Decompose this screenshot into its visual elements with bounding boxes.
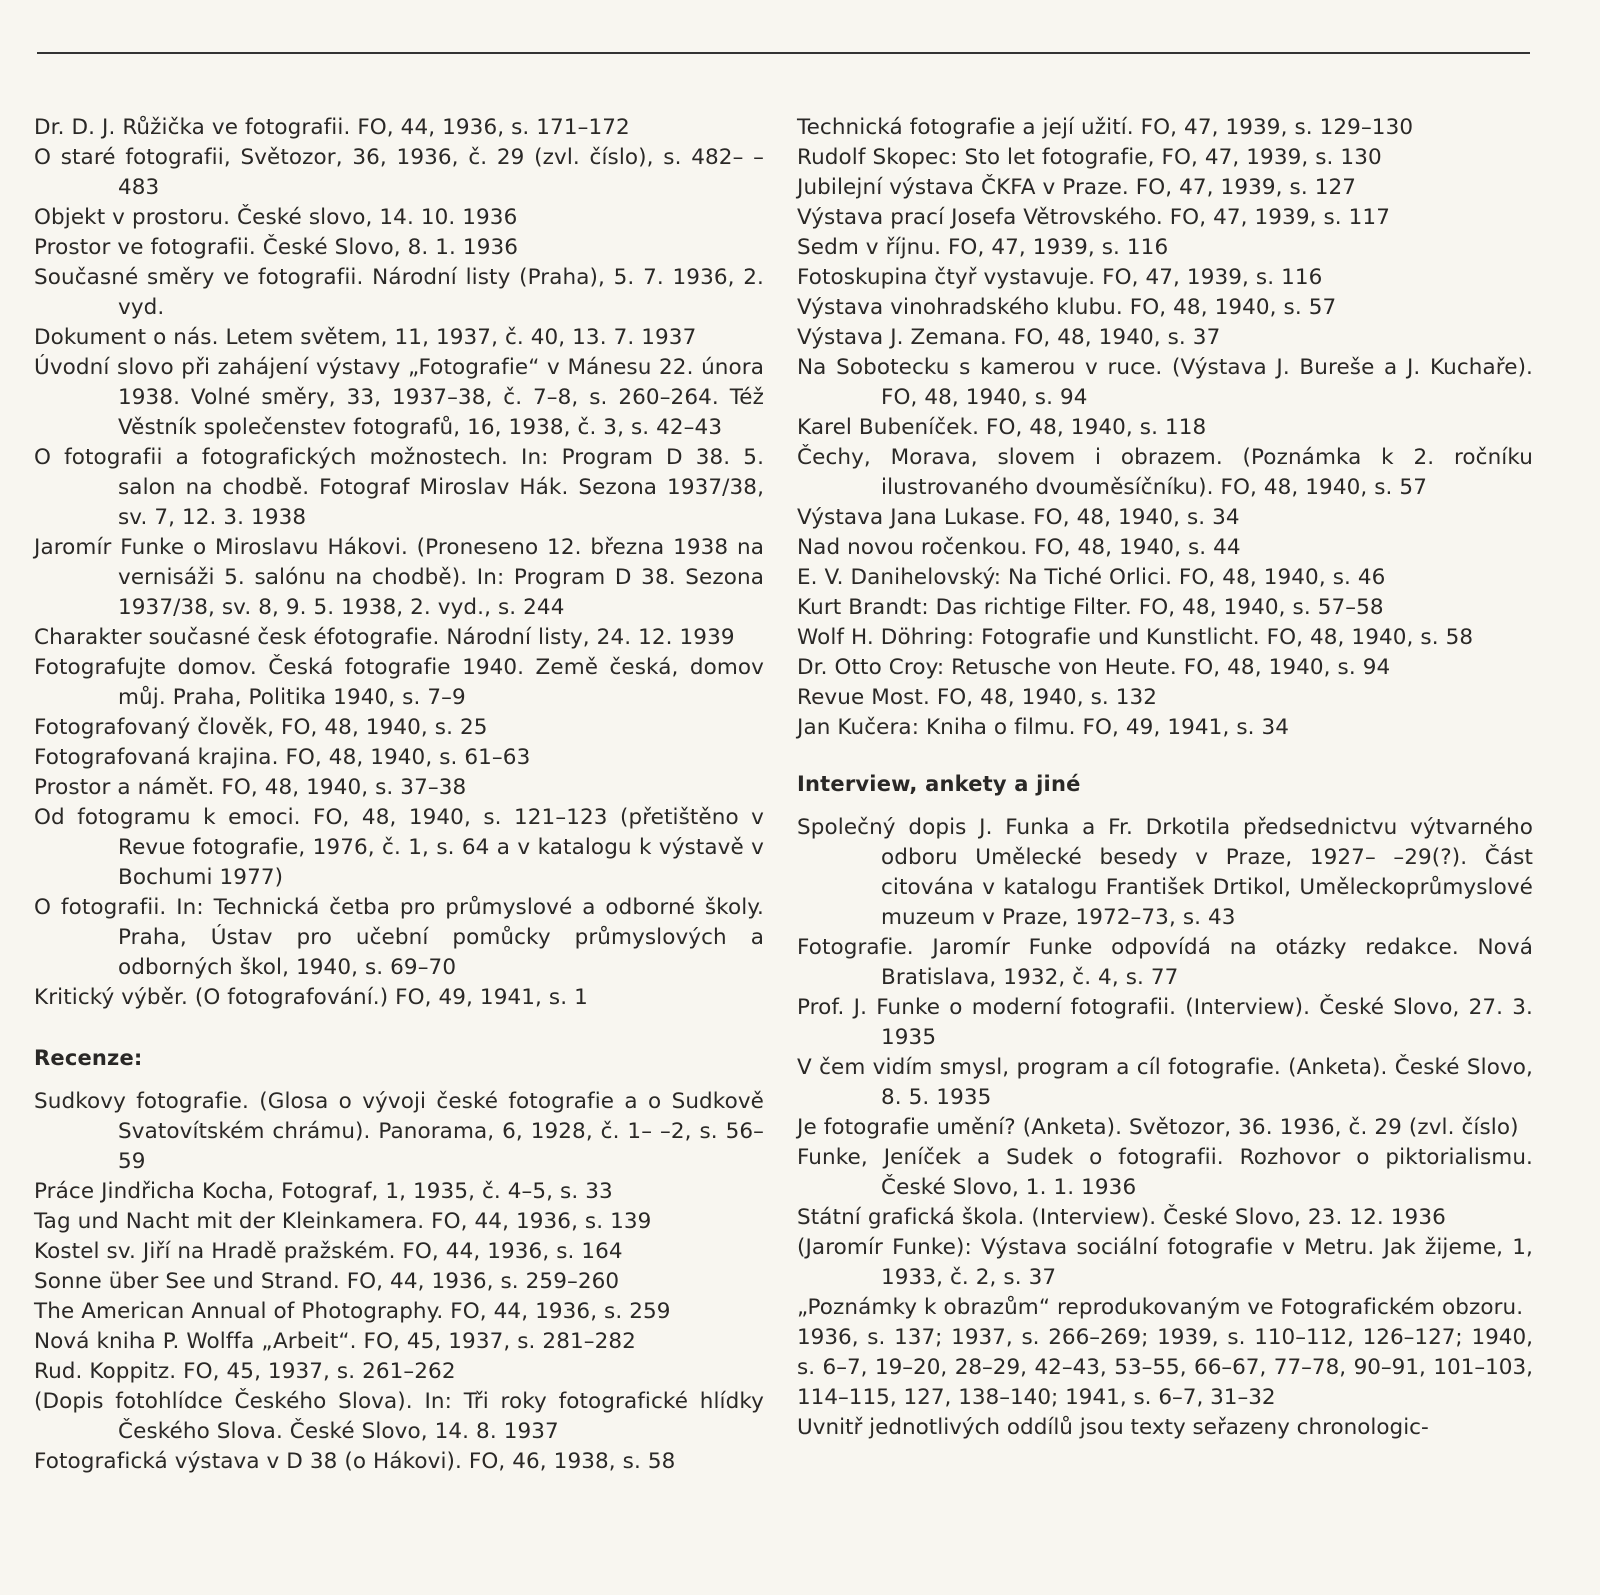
bib-entry: Fotoskupina čtyř vystavuje. FO, 47, 1939, s. 116 — [797, 265, 1323, 290]
bib-entry: (Dopis fotohlídce Českého Slova). In: Tři roky fotografické hlídky Českého Slova. České Slovo, 14. 8. 1937 — [34, 1389, 764, 1444]
bib-entry: Objekt v prostoru. České slovo, 14. 10. 1936 — [34, 205, 518, 230]
bib-entry: Čechy, Morava, slovem i obrazem. (Poznámka k 2. ročníku ilustrovaného dvouměsíčníku). FO, 48, 1940, s. 57 — [797, 445, 1533, 500]
bib-entry: Nová kniha P. Wolffa „Arbeit“. FO, 45, 1937, s. 281–282 — [34, 1329, 636, 1354]
bib-entry: Kurt Brandt: Das richtige Filter. FO, 48, 1940, s. 57–58 — [797, 595, 1384, 620]
bib-entry: Výstava Jana Lukase. FO, 48, 1940, s. 34 — [797, 505, 1240, 530]
bib-entry: Technická fotografie a její užití. FO, 47, 1939, s. 129–130 — [797, 115, 1414, 140]
left-entries-list — [34, 113, 764, 1013]
bib-entry: Výstava prací Josefa Větrovského. FO, 47, 1939, s. 117 — [797, 205, 1390, 230]
bib-entry: Kritický výběr. (O fotografování.) FO, 49, 1941, s. 1 — [34, 985, 588, 1010]
recenze-entries-list — [34, 1087, 764, 1477]
bib-entry: The American Annual of Photography. FO, 44, 1936, s. 259 — [34, 1299, 671, 1324]
bib-entry: V čem vidím smysl, program a cíl fotografie. (Anketa). České Slovo, 8. 5. 1935 — [797, 1055, 1533, 1110]
bib-entry: Nad novou ročenkou. FO, 48, 1940, s. 44 — [797, 535, 1241, 560]
bib-entry: Dr. Otto Croy: Retusche von Heute. FO, 48, 1940, s. 94 — [797, 655, 1391, 680]
top-rule — [37, 52, 1530, 54]
bib-entry: O fotografii. In: Technická četba pro průmyslové a odborné školy. Praha, Ústav pro učební pomůcky průmyslových a odborných škol, 1940, s. 69–70 — [34, 895, 764, 980]
bib-entry: Na Sobotecku s kamerou v ruce. (Výstava J. Bureše a J. Kuchaře). FO, 48, 1940, s. 94 — [797, 355, 1533, 410]
bib-entry: (Jaromír Funke): Výstava sociální fotografie v Metru. Jak žijeme, 1, 1933, č. 2, s. 37 — [797, 1235, 1533, 1290]
bib-entry: O staré fotografii, Světozor, 36, 1936, č. 29 (zvl. číslo), s. 482– –483 — [34, 145, 764, 200]
bib-entry: Rud. Koppitz. FO, 45, 1937, s. 261–262 — [34, 1359, 456, 1384]
bib-entry: Fotografie. Jaromír Funke odpovídá na otázky redakce. Nová Bratislava, 1932, č. 4, s. 77 — [797, 935, 1533, 990]
interview-entries-list — [797, 813, 1533, 1323]
bib-entry: Jan Kučera: Kniha o filmu. FO, 49, 1941, s. 34 — [797, 715, 1290, 740]
bib-entry: E. V. Danihelovský: Na Tiché Orlici. FO, 48, 1940, s. 46 — [797, 565, 1386, 590]
bib-entry: Charakter současné česk éfotografie. Národní listy, 24. 12. 1939 — [34, 625, 735, 650]
section-heading-interview: Interview, ankety a jiné — [797, 772, 1081, 796]
bib-entry: Je fotografie umění? (Anketa). Světozor, 36. 1936, č. 29 (zvl. číslo) — [797, 1115, 1519, 1140]
bib-entry: Fotografická výstava v D 38 (o Hákovi). FO, 46, 1938, s. 58 — [34, 1449, 676, 1474]
bib-entry: Od fotogramu k emoci. FO, 48, 1940, s. 121–123 (přetištěno v Revue fotografie, 1976, č. 1, s. 64 a v katalogu k výstavě v Bochumi 1977) — [34, 805, 764, 890]
bib-entry: Sedm v říjnu. FO, 47, 1939, s. 116 — [797, 235, 1169, 260]
bib-entry: Prostor ve fotografii. České Slovo, 8. 1. 1936 — [34, 235, 519, 260]
bib-entry: Jubilejní výstava ČKFA v Praze. FO, 47, 1939, s. 127 — [797, 175, 1357, 200]
bib-entry: Fotografovaná krajina. FO, 48, 1940, s. 61–63 — [34, 745, 531, 770]
bib-entry: Společný dopis J. Funka a Fr. Drkotila předsednictvu výtvarného odboru Umělecké besedy v Praze, 1927– –29(?). Část citována v katalogu František Drtikol, Uměleckoprůmyslové muzeum v Praze, 1972–73, s. 43 — [797, 815, 1533, 930]
bib-entry: Sonne über See und Strand. FO, 44, 1936, s. 259–260 — [34, 1269, 620, 1294]
right-entries-list — [797, 113, 1533, 743]
bib-entry: Fotografujte domov. Česká fotografie 1940. Země česká, domov můj. Praha, Politika 1940, s. 7–9 — [34, 655, 764, 710]
bib-entry: Jaromír Funke o Miroslavu Hákovi. (Proneseno 12. března 1938 na vernisáži 5. salónu na chodbě). In: Program D 38. Sezona 1937/38, sv. 8, 9. 5. 1938, 2. vyd., s. 244 — [34, 535, 764, 620]
bib-entry: Prostor a námět. FO, 48, 1940, s. 37–38 — [34, 775, 467, 800]
closing-paragraph: Uvnitř jednotlivých oddílů jsou texty seřazeny chronologic- — [797, 1415, 1429, 1440]
bib-entry: Úvodní slovo při zahájení výstavy „Fotografie“ v Mánesu 22. února 1938. Volné směry, 33, 1937–38, č. 7–8, s. 260–264. Též Věstník společenstev fotografů, 16, 1938, č. 3, s. 42–43 — [34, 355, 764, 440]
bib-entry: Funke, Jeníček a Sudek o fotografii. Rozhovor o piktorialismu. České Slovo, 1. 1. 1936 — [797, 1145, 1533, 1200]
bib-entry: „Poznámky k obrazům“ reprodukovaným ve Fotografickém obzoru. — [797, 1295, 1524, 1320]
bib-entry: Dokument o nás. Letem světem, 11, 1937, č. 40, 13. 7. 1937 — [34, 325, 697, 350]
bib-entry: Současné směry ve fotografii. Národní listy (Praha), 5. 7. 1936, 2. vyd. — [34, 265, 764, 320]
bib-entry: Výstava J. Zemana. FO, 48, 1940, s. 37 — [797, 325, 1221, 350]
bib-entry: Fotografovaný člověk, FO, 48, 1940, s. 25 — [34, 715, 488, 740]
section-heading-recenze: Recenze: — [34, 1046, 143, 1070]
years-paragraph: 1936, s. 137; 1937, s. 266–269; 1939, s. 110–112, 126–127; 1940, s. 6–7, 19–20, 28–29, 42–43, 53–55, 66–67, 77–78, 90–91, 101–103, 114–115, 127, 138–140; 1941, s. 6–7, 31–32 — [797, 1325, 1533, 1410]
bib-entry: Státní grafická škola. (Interview). České Slovo, 23. 12. 1936 — [797, 1205, 1446, 1230]
bib-entry: Revue Most. FO, 48, 1940, s. 132 — [797, 685, 1158, 710]
bib-entry: Prof. J. Funke o moderní fotografii. (Interview). České Slovo, 27. 3. 1935 — [797, 995, 1533, 1050]
right-column — [797, 113, 1533, 1443]
bib-entry: Rudolf Skopec: Sto let fotografie, FO, 47, 1939, s. 130 — [797, 145, 1382, 170]
bib-entry: Dr. D. J. Růžička ve fotografii. FO, 44, 1936, s. 171–172 — [34, 115, 630, 140]
bib-entry: Karel Bubeníček. FO, 48, 1940, s. 118 — [797, 415, 1207, 440]
bib-entry: Tag und Nacht mit der Kleinkamera. FO, 44, 1936, s. 139 — [34, 1209, 652, 1234]
bib-entry: Výstava vinohradského klubu. FO, 48, 1940, s. 57 — [797, 295, 1337, 320]
bib-entry: Kostel sv. Jiří na Hradě pražském. FO, 44, 1936, s. 164 — [34, 1239, 623, 1264]
left-column — [34, 113, 764, 1477]
bib-entry: Sudkovy fotografie. (Glosa o vývoji české fotografie a o Sudkově Svatovítském chrámu). Panorama, 6, 1928, č. 1– –2, s. 56–59 — [34, 1089, 764, 1174]
bib-entry: Wolf H. Döhring: Fotografie und Kunstlicht. FO, 48, 1940, s. 58 — [797, 625, 1474, 650]
bib-entry: Práce Jindřicha Kocha, Fotograf, 1, 1935, č. 4–5, s. 33 — [34, 1179, 613, 1204]
bib-entry: O fotografii a fotografických možnostech. In: Program D 38. 5. salon na chodbě. Fotograf Miroslav Hák. Sezona 1937/38, sv. 7, 12. 3. 1938 — [34, 445, 764, 530]
